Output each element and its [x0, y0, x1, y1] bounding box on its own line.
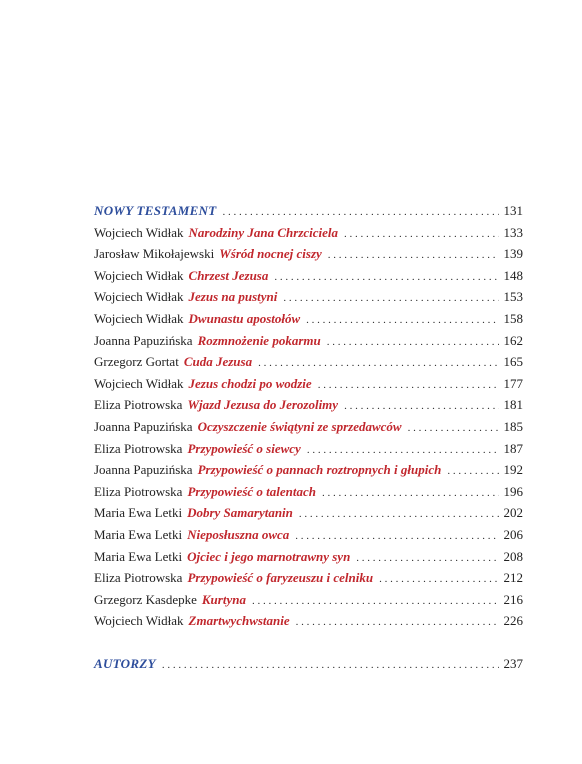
dot-leader — [283, 292, 499, 304]
dot-leader — [223, 206, 499, 218]
entry-title: Jezus chodzi po wodzie — [188, 375, 312, 391]
toc-entry[interactable] — [94, 505, 523, 527]
page-number: 202 — [503, 505, 523, 521]
dot-leader — [306, 314, 499, 326]
dot-leader — [356, 552, 499, 564]
dot-leader — [344, 400, 499, 412]
entry-title: Przypowieść o talentach — [187, 483, 317, 499]
page-number: 133 — [503, 224, 523, 240]
toc-entry[interactable] — [94, 592, 523, 614]
entry-author: Wojciech Widłak — [94, 310, 184, 326]
section-title: NOWY TESTAMENT — [94, 203, 217, 218]
entry-title: Narodziny Jana Chrzciciela — [188, 224, 339, 240]
dot-leader — [307, 444, 499, 456]
dot-leader — [408, 422, 499, 434]
entry-author: Wojciech Widłak — [94, 613, 184, 629]
toc-entry[interactable] — [94, 549, 523, 571]
toc-entry[interactable] — [94, 570, 523, 592]
toc-section-autorzy[interactable] — [94, 656, 523, 678]
page-number: 206 — [503, 526, 523, 542]
entry-title: Wśród nocnej ciszy — [219, 246, 322, 262]
toc-entry[interactable] — [94, 376, 523, 398]
page-number: 237 — [503, 655, 523, 671]
entry-title: Przypowieść o pannach roztropnych i głupich — [197, 462, 442, 478]
dot-leader — [162, 659, 499, 671]
dot-leader — [274, 271, 499, 283]
toc-entry[interactable] — [94, 484, 523, 506]
entry-author: Maria Ewa Letki — [94, 505, 183, 521]
page-number: 158 — [503, 310, 523, 326]
entry-title: Ojciec i jego marnotrawny syn — [187, 548, 351, 564]
entry-author: Eliza Piotrowska — [94, 483, 183, 499]
entry-title: Chrzest Jezusa — [188, 267, 269, 283]
page-number: 153 — [503, 289, 523, 305]
entry-author: Wojciech Widłak — [94, 267, 184, 283]
page-number: 187 — [503, 440, 523, 456]
dot-leader — [318, 379, 499, 391]
dot-leader — [447, 465, 499, 477]
entry-author: Wojciech Widłak — [94, 375, 184, 391]
entry-author: Eliza Piotrowska — [94, 440, 183, 456]
entry-author: Joanna Papuzińska — [94, 332, 193, 348]
page-number: 131 — [503, 203, 523, 218]
dot-leader — [299, 508, 499, 520]
entry-author: Maria Ewa Letki — [94, 548, 183, 564]
table-of-contents — [94, 203, 523, 677]
section-title: AUTORZY — [94, 655, 156, 671]
toc-entry[interactable] — [94, 419, 523, 441]
entry-title: Zmartwychwstanie — [188, 613, 290, 629]
page-number: 226 — [503, 613, 523, 629]
toc-entries — [94, 225, 523, 635]
entry-author: Maria Ewa Letki — [94, 526, 183, 542]
page-number: 216 — [503, 591, 523, 607]
page-number: 148 — [503, 267, 523, 283]
entry-title: Nieposłuszna owca — [187, 526, 290, 542]
entry-title: Przypowieść o faryzeuszu i celniku — [187, 570, 374, 586]
toc-entry[interactable] — [94, 268, 523, 290]
entry-author: Wojciech Widłak — [94, 224, 184, 240]
page-number: 196 — [503, 483, 523, 499]
toc-entry[interactable] — [94, 397, 523, 419]
toc-entry[interactable] — [94, 527, 523, 549]
page-number: 181 — [503, 397, 523, 413]
toc-section-nowy-testament[interactable] — [94, 203, 523, 225]
toc-entry[interactable] — [94, 225, 523, 247]
page-number: 208 — [503, 548, 523, 564]
dot-leader — [295, 530, 499, 542]
entry-title: Jezus na pustyni — [188, 289, 278, 305]
toc-entry[interactable] — [94, 354, 523, 376]
dot-leader — [328, 249, 499, 261]
dot-leader — [344, 228, 499, 240]
entry-author: Grzegorz Gortat — [94, 354, 179, 370]
page-number: 185 — [503, 418, 523, 434]
entry-title: Oczyszczenie świątyni ze sprzedawców — [197, 418, 402, 434]
toc-entry[interactable] — [94, 246, 523, 268]
spacer — [94, 635, 523, 656]
dot-leader — [322, 487, 499, 499]
toc-entry[interactable] — [94, 613, 523, 635]
dot-leader — [379, 573, 499, 585]
entry-title: Dobry Samarytanin — [187, 505, 293, 521]
toc-entry[interactable] — [94, 311, 523, 333]
entry-author: Joanna Papuzińska — [94, 418, 193, 434]
page-number: 177 — [503, 375, 523, 391]
toc-entry[interactable] — [94, 333, 523, 355]
page-number: 139 — [503, 246, 523, 262]
entry-author: Joanna Papuzińska — [94, 462, 193, 478]
entry-author: Wojciech Widłak — [94, 289, 184, 305]
entry-author: Eliza Piotrowska — [94, 570, 183, 586]
entry-title: Kurtyna — [201, 591, 246, 607]
entry-author: Jarosław Mikołajewski — [94, 246, 215, 262]
dot-leader — [327, 336, 499, 348]
page-number: 165 — [503, 354, 523, 370]
dot-leader — [296, 616, 499, 628]
entry-author: Eliza Piotrowska — [94, 397, 183, 413]
toc-entry[interactable] — [94, 289, 523, 311]
entry-title: Dwunastu apostołów — [188, 310, 301, 326]
entry-title: Rozmnożenie pokarmu — [197, 332, 321, 348]
page-number: 192 — [503, 462, 523, 478]
dot-leader — [258, 357, 499, 369]
page-number: 162 — [503, 332, 523, 348]
entry-title: Przypowieść o siewcy — [187, 440, 301, 456]
entry-author: Grzegorz Kasdepke — [94, 591, 197, 607]
toc-entry[interactable] — [94, 441, 523, 463]
entry-title: Cuda Jezusa — [183, 354, 253, 370]
dot-leader — [252, 595, 499, 607]
entry-title: Wjazd Jezusa do Jerozolimy — [187, 397, 339, 413]
page-number: 212 — [503, 570, 523, 586]
toc-entry[interactable] — [94, 462, 523, 484]
